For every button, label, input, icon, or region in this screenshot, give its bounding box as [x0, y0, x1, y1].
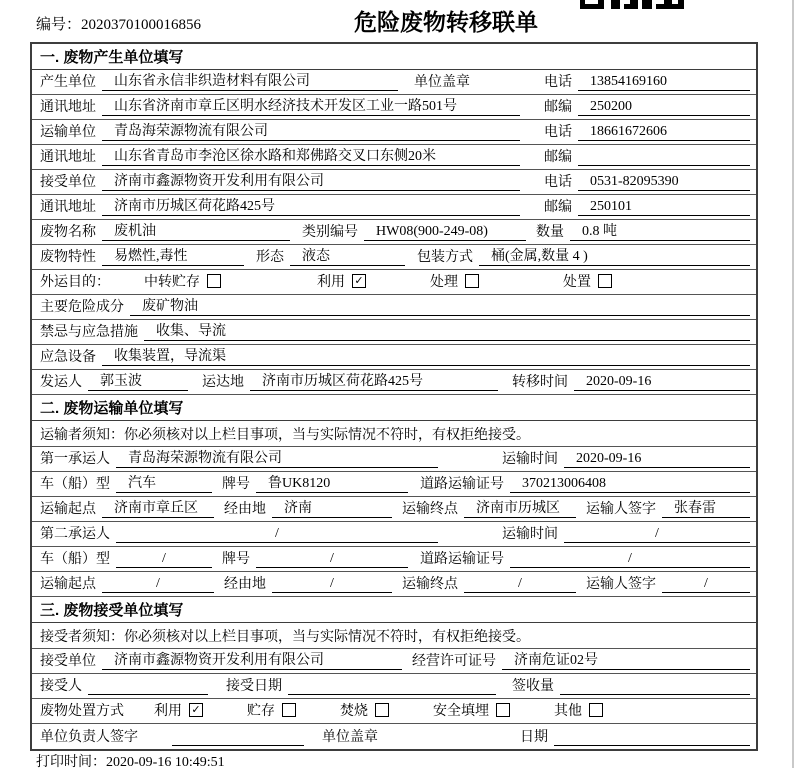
purpose-option-storage-text: 中转贮存: [144, 275, 200, 290]
route-via-2-label: 经由地: [224, 577, 266, 592]
transporter-address-value: 山东省青岛市李沧区徐水路和郑佛路交叉口东侧20米: [102, 145, 520, 166]
unit-head-sign-value: [172, 745, 304, 746]
route-end-2-label: 运输终点: [402, 577, 458, 592]
unit-seal-3-label: 单位盖章: [322, 730, 378, 745]
utilize-checkbox-mark: ✓: [354, 274, 364, 287]
row-waste-name: [32, 220, 756, 245]
disposal-other-checkbox: [589, 703, 603, 717]
row-producer: [32, 70, 756, 95]
row-producer-address: [32, 95, 756, 120]
waste-form-label: 形态: [256, 250, 284, 265]
plate-2-value: /: [256, 551, 408, 568]
producer-address-value: 山东省济南市章丘区明水经济技术开发区工业一路501号: [102, 95, 520, 116]
vehicle-type-1-value: 汽车: [116, 472, 212, 493]
disposal-utilize-checkbox-mark: ✓: [191, 703, 201, 716]
operating-license-value: 济南危证02号: [502, 649, 750, 670]
row-vehicle-1: [32, 472, 756, 497]
dispatcher-value: 郭玉波: [88, 370, 188, 391]
packing-value: 桶(金属,数量 4 ): [479, 245, 750, 266]
section2-title: 二. 废物运输单位填写: [40, 400, 184, 417]
row-vehicle-2: [32, 547, 756, 572]
emergency-equipment-value: 收集装置，导流渠: [102, 345, 750, 366]
row-acceptor: [32, 674, 756, 699]
acceptor-label: 接受人: [40, 679, 82, 694]
section2-header: [32, 395, 756, 421]
first-carrier-value: 青岛海荣源物流有限公司: [116, 447, 438, 468]
vehicle-type-2-value: /: [116, 551, 212, 568]
route-start-2-label: 运输起点: [40, 577, 96, 592]
destination-value: 济南市历城区荷花路425号: [250, 370, 498, 391]
carrier-sign-1-label: 运输人签字: [586, 502, 656, 517]
road-cert-1-value: 370213006408: [510, 476, 750, 493]
disposal-utilize-checkbox: [189, 703, 203, 717]
section1-header: [32, 44, 756, 70]
purpose-option-treat-text: 处理: [430, 275, 458, 290]
receiver-zip-label: 邮编: [544, 200, 572, 215]
road-cert-2-label: 道路运输证号: [420, 552, 504, 567]
main-hazard-label: 主要危险成分: [40, 300, 124, 315]
row-transporter-address: [32, 145, 756, 170]
second-carrier-value: /: [116, 526, 438, 543]
print-time-value: 2020-09-16 10:49:51: [106, 755, 225, 768]
received-qty-value: [560, 694, 750, 695]
print-time-label: 打印时间：: [36, 755, 106, 768]
row-transporter: [32, 120, 756, 145]
receiver-address-value: 济南市历城区荷花路425号: [102, 195, 520, 216]
disposal-option-utilize: [154, 700, 203, 720]
route-start-1-label: 运输起点: [40, 502, 96, 517]
destination-label: 运达地: [202, 375, 244, 390]
disposal-option-incinerate: [340, 700, 389, 720]
emergency-equipment-label: 应急设备: [40, 350, 96, 365]
main-hazard-value: 废矿物油: [130, 295, 750, 316]
vehicle-type-2-label: 车（船）型: [40, 552, 110, 567]
transporter-address-label: 通讯地址: [40, 150, 96, 165]
transporter-phone-label: 电话: [544, 125, 572, 140]
page-title: 危险废物转移联单: [354, 10, 538, 35]
producer-label: 产生单位: [40, 75, 96, 90]
waste-name-label: 废物名称: [40, 225, 96, 240]
storage-checkbox: [207, 274, 221, 288]
route-via-1-value: 济南: [272, 497, 392, 518]
taboo-measures-label: 禁忌与应急措施: [40, 325, 138, 340]
route-start-2-value: /: [102, 576, 214, 593]
row-receiver: [32, 170, 756, 195]
transport-time-1-value: 2020-09-16: [564, 451, 750, 468]
received-qty-label: 签收量: [512, 679, 554, 694]
disposal-option-store: [247, 700, 296, 720]
treat-checkbox: [465, 274, 479, 288]
purpose-option-utilize: [317, 271, 366, 291]
row-route-1: [32, 497, 756, 522]
disposal-option-incinerate-text: 焚烧: [340, 704, 368, 719]
qr-code-fragment-icon: [580, 0, 692, 10]
page-right-edge: [792, 0, 794, 768]
row-signature: [32, 724, 756, 749]
route-end-2-value: /: [464, 576, 576, 593]
producer-phone-value: 13854169160: [578, 74, 750, 91]
waste-traits-value: 易燃性,毒性: [102, 245, 244, 266]
vehicle-type-1-label: 车（船）型: [40, 477, 110, 492]
row-second-carrier: [32, 522, 756, 547]
row-route-2: [32, 572, 756, 597]
purpose-label: 外运目的：: [40, 275, 110, 290]
receiver-address-label: 通讯地址: [40, 200, 96, 215]
waste-category-value: HW08(900-249-08): [364, 224, 526, 241]
route-via-1-label: 经由地: [224, 502, 266, 517]
second-carrier-label: 第二承运人: [40, 527, 110, 542]
carrier-sign-2-label: 运输人签字: [586, 577, 656, 592]
row-emergency-equipment: [32, 345, 756, 370]
disposal-option-landfill-text: 安全填埋: [433, 704, 489, 719]
serial-label: 编号：: [36, 17, 82, 33]
producer-phone-label: 电话: [544, 75, 572, 90]
road-cert-1-label: 道路运输证号: [420, 477, 504, 492]
waste-qty-label: 数量: [536, 225, 564, 240]
receiver-label: 接受单位: [40, 175, 96, 190]
section1-title: 一. 废物产生单位填写: [40, 49, 184, 66]
producer-zip-label: 邮编: [544, 100, 572, 115]
purpose-option-treat: [430, 271, 479, 291]
plate-1-value: 鲁UK8120: [256, 472, 408, 493]
transport-time-2-value: /: [564, 526, 750, 543]
dispatcher-label: 发运人: [40, 375, 82, 390]
purpose-option-utilize-text: 利用: [317, 275, 345, 290]
producer-address-label: 通讯地址: [40, 100, 96, 115]
print-time-line: [36, 751, 225, 768]
row-receiver-notice: [32, 623, 756, 649]
packing-label: 包装方式: [417, 250, 473, 265]
disposal-landfill-checkbox: [496, 703, 510, 717]
carrier-sign-1-value: 张春雷: [662, 497, 750, 518]
operating-license-label: 经营许可证号: [412, 654, 496, 669]
taboo-measures-value: 收集、导流: [144, 320, 750, 341]
row-transfer-purpose: [32, 270, 756, 295]
transfer-form-table: [30, 42, 758, 751]
road-cert-2-value: /: [510, 551, 750, 568]
waste-category-label: 类别编号: [302, 225, 358, 240]
accept-date-label: 接受日期: [226, 679, 282, 694]
disposal-method-label: 废物处置方式: [40, 704, 124, 719]
section3-title: 三. 废物接受单位填写: [40, 602, 184, 619]
row-receiver-address: [32, 195, 756, 220]
purpose-option-storage: [144, 271, 221, 291]
sign-date-value: [554, 745, 750, 746]
transporter-label: 运输单位: [40, 125, 96, 140]
disposal-option-other-text: 其他: [554, 704, 582, 719]
row-main-hazard: [32, 295, 756, 320]
row-transporter-notice: [32, 421, 756, 447]
producer-zip-value: 250200: [578, 99, 750, 116]
receiver-zip-value: 250101: [578, 199, 750, 216]
row-first-carrier: [32, 447, 756, 472]
receiver-value: 济南市鑫源物资开发利用有限公司: [102, 170, 520, 191]
row-waste-traits: [32, 245, 756, 270]
transporter-zip-label: 邮编: [544, 150, 572, 165]
route-via-2-value: /: [272, 576, 392, 593]
receiver-phone-value: 0531-82095390: [578, 174, 750, 191]
receiver-phone-label: 电话: [544, 175, 572, 190]
receiver-notice-text: 接受者须知：你必须核对以上栏目事项，当与实际情况不符时，有权拒绝接受。: [40, 629, 530, 645]
row-disposal-method: [32, 699, 756, 724]
waste-form-value: 液态: [290, 245, 405, 266]
purpose-option-dispose-text: 处置: [563, 275, 591, 290]
row-taboo-measures: [32, 320, 756, 345]
waste-name-value: 废机油: [102, 220, 290, 241]
receiving-unit-value: 济南市鑫源物资开发利用有限公司: [102, 649, 402, 670]
receiving-unit-label: 接受单位: [40, 654, 96, 669]
disposal-option-utilize-text: 利用: [154, 704, 182, 719]
disposal-option-other: [554, 700, 603, 720]
plate-2-label: 牌号: [222, 552, 250, 567]
route-end-1-value: 济南市历城区: [464, 497, 576, 518]
acceptor-value: [88, 694, 208, 695]
transport-time-1-label: 运输时间: [502, 452, 558, 467]
disposal-store-checkbox: [282, 703, 296, 717]
accept-date-value: [288, 694, 496, 695]
transporter-phone-value: 18661672606: [578, 124, 750, 141]
sign-date-label: 日期: [520, 730, 548, 745]
utilize-checkbox: [352, 274, 366, 288]
row-dispatch: [32, 370, 756, 395]
transporter-value: 青岛海荣源物流有限公司: [102, 120, 520, 141]
carrier-sign-2-value: /: [662, 576, 750, 593]
document-header: [0, 0, 796, 40]
disposal-incinerate-checkbox: [375, 703, 389, 717]
purpose-option-dispose: [563, 271, 612, 291]
route-start-1-value: 济南市章丘区: [102, 497, 214, 518]
unit-head-sign-label: 单位负责人签字: [40, 730, 138, 745]
first-carrier-label: 第一承运人: [40, 452, 110, 467]
row-receiving-unit: [32, 649, 756, 674]
serial-number: 2020370100016856: [81, 17, 202, 33]
disposal-option-store-text: 贮存: [247, 704, 275, 719]
transfer-time-label: 转移时间: [512, 375, 568, 390]
dispose-checkbox: [598, 274, 612, 288]
waste-qty-value: 0.8 吨: [570, 220, 750, 241]
plate-1-label: 牌号: [222, 477, 250, 492]
route-end-1-label: 运输终点: [402, 502, 458, 517]
section3-header: [32, 597, 756, 623]
unit-seal-label: 单位盖章: [414, 75, 470, 90]
producer-value: 山东省永信非织造材料有限公司: [102, 70, 398, 91]
transporter-zip-value: [578, 165, 750, 166]
waste-traits-label: 废物特性: [40, 250, 96, 265]
disposal-option-landfill: [433, 700, 510, 720]
transport-time-2-label: 运输时间: [502, 527, 558, 542]
transfer-time-value: 2020-09-16: [574, 374, 750, 391]
transporter-notice-text: 运输者须知：你必须核对以上栏目事项，当与实际情况不符时，有权拒绝接受。: [40, 427, 530, 443]
